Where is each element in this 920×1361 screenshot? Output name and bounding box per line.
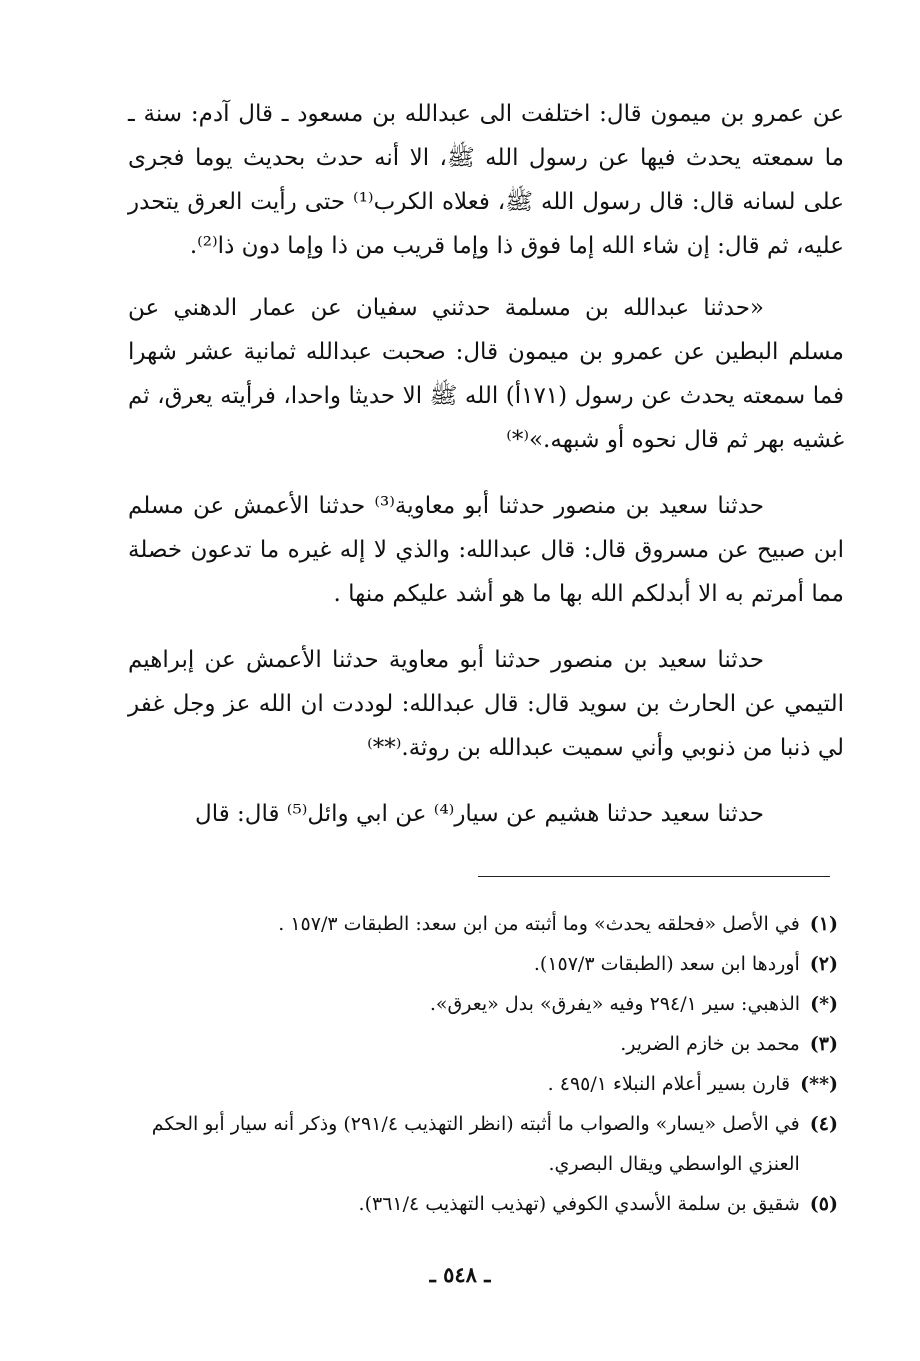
footnote-text: قارن بسير أعلام النبلاء ٤٩٥/١ . bbox=[547, 1073, 791, 1095]
footnote-marker: (٣) bbox=[809, 1033, 838, 1055]
paragraph-3: حدثنا سعيد بن منصور حدثنا أبو معاوية⁽³⁾ حدثنا الأعمش عن مسلم ابن صبيح عن مسروق قال: قال عبدالله: والذي لا إله غيره ما تدعون خصلة مما أمرتم به الا أبدلكم الله بها ما هو أشد عليكم منها . bbox=[128, 493, 844, 607]
footnote-text: في الأصل «يسار» والصواب ما أثبته (انظر التهذيب ٢٩١/٤) وذكر أنه سيار أبو الحكم العنزي الواسطي ويقال البصري. bbox=[151, 1113, 800, 1175]
footnote-text: الذهبي: سير ٢٩٤/١ وفيه «يفرق» بدل «يعرق». bbox=[429, 993, 801, 1015]
footnote-text: محمد بن خازم الضرير. bbox=[620, 1033, 800, 1055]
footnote-marker: (*) bbox=[810, 993, 838, 1015]
footnote-text: شقيق بن سلمة الأسدي الكوفي (تهذيب التهذيب ٣٦١/٤). bbox=[358, 1193, 800, 1215]
paragraph-4: حدثنا سعيد بن منصور حدثنا أبو معاوية حدثنا الأعمش عن إبراهيم التيمي عن الحارث بن سويد قال: قال عبدالله: لوددت ان الله عز وجل غفر لي ذنبا من ذنوبي وأني سميت عبدالله بن روثة.⁽**⁾ bbox=[128, 647, 844, 761]
paragraph-2: «حدثنا عبدالله بن مسلمة حدثني سفيان عن عمار الدهني عن مسلم البطين عن عمرو بن ميمون قال: صحبت عبدالله ثمانية عشر شهرا فما سمعته يحدث عن رسول (١٧١أ) الله ﷺ الا حديثا واحدا، فرأيته يعرق، ثم غشيه بهر ثم قال نحوه أو شبهه.»⁽*⁾ bbox=[128, 295, 844, 453]
paragraph-5: حدثنا سعيد حدثنا هشيم عن سيار⁽⁴⁾ عن ابي وائل⁽⁵⁾ قال: قال bbox=[195, 801, 764, 827]
footnote-4 bbox=[128, 1104, 838, 1184]
footnote-marker: (٥) bbox=[809, 1193, 838, 1215]
footnotes bbox=[128, 904, 838, 1224]
page-number: ـ ٥٤٨ ـ bbox=[429, 1262, 491, 1287]
paragraph-1: عن عمرو بن ميمون قال: اختلفت الى عبدالله بن مسعود ـ قال آدم: سنة ـ ما سمعته يحدث فيها عن رسول الله ﷺ، الا أنه حدث بحديث يوما فجرى على لسانه قال: قال رسول الله ﷺ، فعلاه الكرب⁽¹⁾ حتى رأيت العرق يتحدر عليه، ثم قال: إن شاء الله إما فوق ذا وإما قريب من ذا وإما دون ذا⁽²⁾. bbox=[128, 101, 844, 259]
main-text bbox=[128, 92, 844, 858]
footnote-marker: (٢) bbox=[809, 953, 838, 975]
footnote-double-star bbox=[128, 1064, 838, 1104]
footnote-3 bbox=[128, 1024, 838, 1064]
footnote-marker: (٤) bbox=[809, 1113, 838, 1135]
footnote-text: أوردها ابن سعد (الطبقات ١٥٧/٣). bbox=[533, 953, 800, 975]
footnote-separator bbox=[478, 876, 830, 877]
footnote-star bbox=[128, 984, 838, 1024]
footnote-marker: (**) bbox=[800, 1073, 838, 1095]
footnote-1 bbox=[128, 904, 838, 944]
footnote-5 bbox=[128, 1184, 838, 1224]
footnote-2 bbox=[128, 944, 838, 984]
footnote-text: في الأصل «فحلقه يحدث» وما أثبته من ابن سعد: الطبقات ١٥٧/٣ . bbox=[278, 913, 800, 935]
footnote-marker: (١) bbox=[809, 913, 838, 935]
